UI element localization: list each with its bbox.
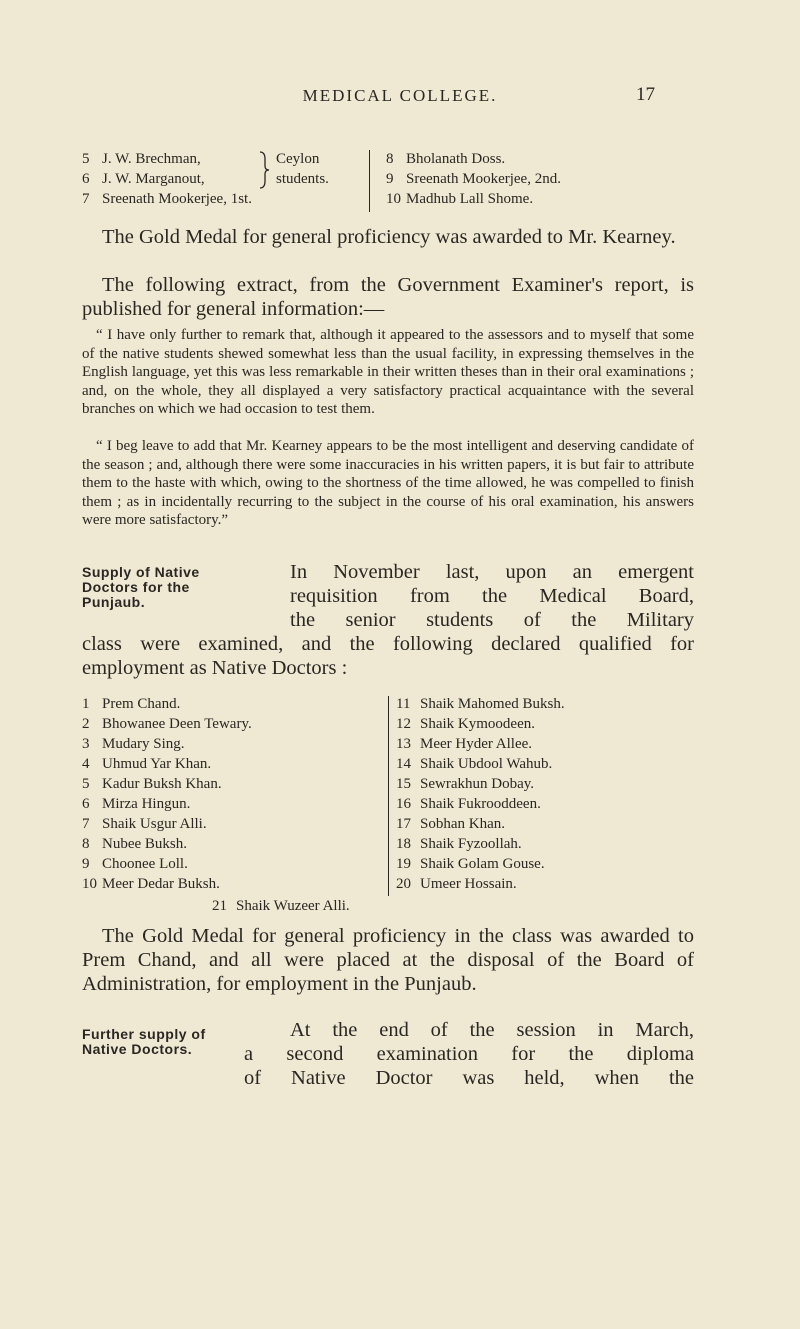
prem-chand-paragraph: The Gold Medal for general proficiency in the class was awarded to Prem Chand, and all were placed at the disposal of the Board of Administration, for employment in the Punjaub.: [82, 925, 694, 995]
graduate-list-left: [82, 149, 252, 209]
list-item: 1 Prem Chand.: [82, 696, 181, 712]
page-number: 17: [636, 84, 655, 105]
brace-icon: [258, 150, 270, 190]
gold-medal-paragraph: The Gold Medal for general proficiency was awarded to Mr. Kearney.: [102, 226, 676, 248]
list-item: 12 Shaik Kymoodeen.: [396, 716, 535, 732]
list-item: 5 J. W. Brechman,: [82, 151, 201, 167]
list-item: 9 Sreenath Mookerjee, 2nd.: [386, 171, 561, 187]
ceylon-students-note: Ceylon students.: [276, 151, 329, 187]
list-item: 11 Shaik Mahomed Buksh.: [396, 696, 565, 712]
examiner-quote-2: “ I beg leave to add that Mr. Kearney appears to be the most intelligent and deserving candidate of the season ; and, although there were some inaccuracies in his written papers, it is but fair to attribute them to the haste with which, owing to the shortness of the time allowed, he was compelled to finish them ; as in incidentally recurring to the subject in the course of his oral examination, his answers were more satisfactory.”: [82, 438, 694, 528]
running-title: MEDICAL COLLEGE.: [302, 86, 498, 105]
sidenote-supply-native-doctors: Supply of Native Doctors for the Punjaub.: [82, 564, 200, 610]
sidenote-further-supply: Further supply of Native Doctors.: [82, 1026, 206, 1057]
list-item: 7 Sreenath Mookerjee, 1st.: [82, 191, 252, 207]
november-paragraph-rest: class were examined, and the following declared qualified for employment as Native Doctors :: [82, 633, 694, 679]
list-item: 5 Kadur Buksh Khan.: [82, 776, 222, 792]
page-header: [0, 86, 800, 110]
list-item: 13 Meer Hyder Allee.: [396, 736, 533, 752]
list-item: 6 J. W. Marganout,: [82, 171, 205, 187]
list-item: 10 Meer Dedar Buksh.: [82, 876, 220, 892]
list-item: 15 Sewrakhun Dobay.: [396, 776, 535, 792]
list-item: 14 Shaik Ubdool Wahub.: [396, 756, 553, 772]
list-item: 21 Shaik Wuzeer Alli.: [212, 898, 350, 914]
list-item: 8 Bholanath Doss.: [386, 151, 506, 167]
doctors-list-right: [396, 694, 565, 894]
list-item: 20 Umeer Hossain.: [396, 876, 517, 892]
column-divider: [388, 696, 389, 896]
list-item: 2 Bhowanee Deen Tewary.: [82, 716, 252, 732]
column-divider: [369, 150, 370, 212]
list-item: 17 Sobhan Khan.: [396, 816, 505, 832]
list-item: 18 Shaik Fyzoollah.: [396, 836, 522, 852]
list-item: 4 Uhmud Yar Khan.: [82, 756, 212, 772]
graduate-list-right: [386, 149, 561, 209]
list-item: 19 Shaik Golam Gouse.: [396, 856, 545, 872]
list-item: 3 Mudary Sing.: [82, 736, 185, 752]
list-item: 6 Mirza Hingun.: [82, 796, 191, 812]
extract-intro-paragraph: The following extract, from the Government Examiner's report, is published for general information:—: [82, 274, 694, 320]
november-paragraph-side: In November last, upon an emergent requisition from the Medical Board, the senior students of the Military: [290, 561, 694, 631]
list-item: 7 Shaik Usgur Alli.: [82, 816, 207, 832]
doctors-list-left: [82, 694, 252, 894]
march-paragraph: At the end of the session in March, a second examination for the diploma of Native Doctor was held, when the: [244, 1019, 694, 1089]
list-item: 10 Madhub Lall Shome.: [386, 191, 534, 207]
examiner-quote-1: “ I have only further to remark that, although it appeared to the assessors and to myself that some of the native students shewed somewhat less than the usual facility, in expressing themselves in the English language, yet this was less remarkable in their written theses than in their oral examinations ; and, on the whole, they all displayed a very satisfactory practical acquaintance with the several branches on which we had occasion to test them.: [82, 327, 694, 417]
list-item: 16 Shaik Fukrooddeen.: [396, 796, 541, 812]
list-item: 8 Nubee Buksh.: [82, 836, 187, 852]
list-item: 9 Choonee Loll.: [82, 856, 188, 872]
